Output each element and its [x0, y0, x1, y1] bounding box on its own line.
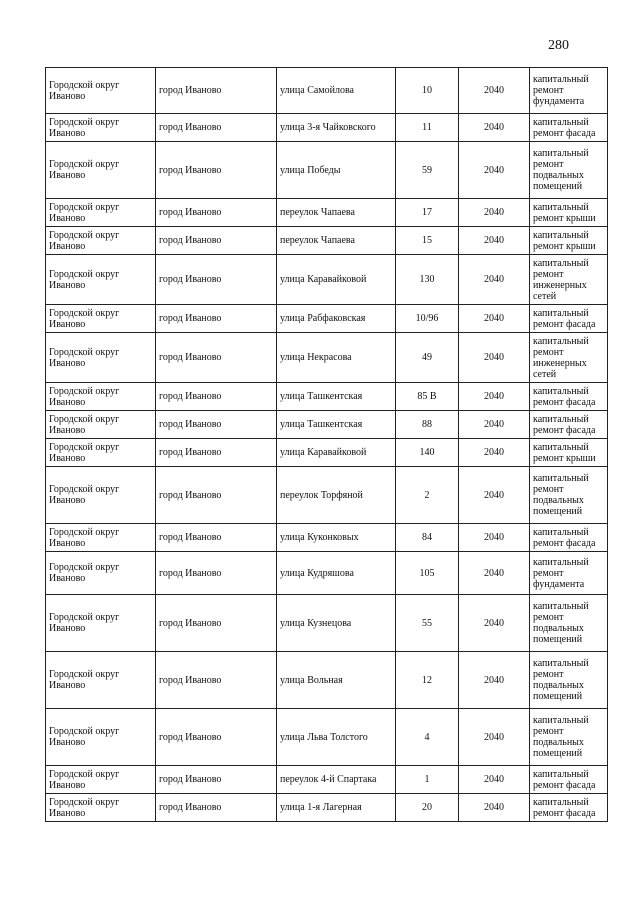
municipality-cell: Городской округ Иваново [46, 68, 156, 114]
table-row [46, 411, 608, 439]
street-cell: улица Ташкентская [277, 383, 396, 411]
page-number: 280 [548, 38, 569, 53]
table-row [46, 652, 608, 709]
street-cell: улица Кудряшова [277, 552, 396, 595]
work-type-cell: капитальный ремонт фасада [530, 305, 608, 333]
table-row [46, 552, 608, 595]
municipality-cell: Городской округ Иваново [46, 383, 156, 411]
municipality-cell: Городской округ Иваново [46, 652, 156, 709]
table-row [46, 114, 608, 142]
work-type-cell: капитальный ремонт фасада [530, 524, 608, 552]
year-cell: 2040 [459, 68, 530, 114]
table-row [46, 227, 608, 255]
city-cell: город Иваново [156, 595, 277, 652]
street-cell: улица Вольная [277, 652, 396, 709]
municipality-cell: Городской округ Иваново [46, 552, 156, 595]
house-cell: 85 В [396, 383, 459, 411]
city-cell: город Иваново [156, 794, 277, 822]
year-cell: 2040 [459, 411, 530, 439]
housing-repair-table [45, 67, 608, 822]
table-row [46, 709, 608, 766]
house-cell: 17 [396, 199, 459, 227]
street-cell: переулок 4-й Спартака [277, 766, 396, 794]
year-cell: 2040 [459, 255, 530, 305]
municipality-cell: Городской округ Иваново [46, 766, 156, 794]
city-cell: город Иваново [156, 552, 277, 595]
city-cell: город Иваново [156, 142, 277, 199]
work-type-cell: капитальный ремонт фасада [530, 794, 608, 822]
year-cell: 2040 [459, 227, 530, 255]
city-cell: город Иваново [156, 333, 277, 383]
street-cell: улица Льва Толстого [277, 709, 396, 766]
street-cell: переулок Чапаева [277, 227, 396, 255]
street-cell: улица Рабфаковская [277, 305, 396, 333]
work-type-cell: капитальный ремонт подвальных помещений [530, 652, 608, 709]
municipality-cell: Городской округ Иваново [46, 794, 156, 822]
table-row [46, 524, 608, 552]
house-cell: 15 [396, 227, 459, 255]
house-cell: 55 [396, 595, 459, 652]
city-cell: город Иваново [156, 383, 277, 411]
house-cell: 2 [396, 467, 459, 524]
table-row [46, 68, 608, 114]
year-cell: 2040 [459, 794, 530, 822]
work-type-cell: капитальный ремонт фасада [530, 114, 608, 142]
city-cell: город Иваново [156, 524, 277, 552]
work-type-cell: капитальный ремонт крыши [530, 439, 608, 467]
year-cell: 2040 [459, 709, 530, 766]
city-cell: город Иваново [156, 411, 277, 439]
municipality-cell: Городской округ Иваново [46, 411, 156, 439]
city-cell: город Иваново [156, 652, 277, 709]
house-cell: 130 [396, 255, 459, 305]
house-cell: 105 [396, 552, 459, 595]
table-row [46, 142, 608, 199]
house-cell: 140 [396, 439, 459, 467]
city-cell: город Иваново [156, 68, 277, 114]
work-type-cell: капитальный ремонт фасада [530, 411, 608, 439]
municipality-cell: Городской округ Иваново [46, 467, 156, 524]
city-cell: город Иваново [156, 709, 277, 766]
street-cell: переулок Торфяной [277, 467, 396, 524]
work-type-cell: капитальный ремонт крыши [530, 199, 608, 227]
municipality-cell: Городской округ Иваново [46, 595, 156, 652]
work-type-cell: капитальный ремонт фундамента [530, 552, 608, 595]
street-cell: переулок Чапаева [277, 199, 396, 227]
year-cell: 2040 [459, 305, 530, 333]
work-type-cell: капитальный ремонт подвальных помещений [530, 142, 608, 199]
table-row [46, 199, 608, 227]
table-row [46, 305, 608, 333]
street-cell: улица Ташкентская [277, 411, 396, 439]
house-cell: 84 [396, 524, 459, 552]
house-cell: 20 [396, 794, 459, 822]
house-cell: 4 [396, 709, 459, 766]
work-type-cell: капитальный ремонт инженерных сетей [530, 333, 608, 383]
municipality-cell: Городской округ Иваново [46, 439, 156, 467]
municipality-cell: Городской округ Иваново [46, 709, 156, 766]
table-row [46, 467, 608, 524]
year-cell: 2040 [459, 652, 530, 709]
table-row [46, 333, 608, 383]
year-cell: 2040 [459, 383, 530, 411]
city-cell: город Иваново [156, 114, 277, 142]
house-cell: 10 [396, 68, 459, 114]
table-row [46, 766, 608, 794]
house-cell: 1 [396, 766, 459, 794]
city-cell: город Иваново [156, 305, 277, 333]
street-cell: улица Кузнецова [277, 595, 396, 652]
table-row [46, 794, 608, 822]
house-cell: 88 [396, 411, 459, 439]
house-cell: 59 [396, 142, 459, 199]
year-cell: 2040 [459, 142, 530, 199]
year-cell: 2040 [459, 552, 530, 595]
year-cell: 2040 [459, 199, 530, 227]
work-type-cell: капитальный ремонт фасада [530, 766, 608, 794]
municipality-cell: Городской округ Иваново [46, 333, 156, 383]
house-cell: 11 [396, 114, 459, 142]
street-cell: улица 1-я Лагерная [277, 794, 396, 822]
city-cell: город Иваново [156, 766, 277, 794]
city-cell: город Иваново [156, 467, 277, 524]
year-cell: 2040 [459, 766, 530, 794]
year-cell: 2040 [459, 524, 530, 552]
year-cell: 2040 [459, 439, 530, 467]
house-cell: 12 [396, 652, 459, 709]
street-cell: улица Победы [277, 142, 396, 199]
municipality-cell: Городской округ Иваново [46, 255, 156, 305]
street-cell: улица Некрасова [277, 333, 396, 383]
city-cell: город Иваново [156, 439, 277, 467]
work-type-cell: капитальный ремонт инженерных сетей [530, 255, 608, 305]
table-row [46, 383, 608, 411]
municipality-cell: Городской округ Иваново [46, 142, 156, 199]
city-cell: город Иваново [156, 255, 277, 305]
street-cell: улица Куконковых [277, 524, 396, 552]
house-cell: 49 [396, 333, 459, 383]
city-cell: город Иваново [156, 227, 277, 255]
table-row [46, 439, 608, 467]
year-cell: 2040 [459, 467, 530, 524]
city-cell: город Иваново [156, 199, 277, 227]
municipality-cell: Городской округ Иваново [46, 227, 156, 255]
work-type-cell: капитальный ремонт фасада [530, 383, 608, 411]
street-cell: улица Каравайковой [277, 255, 396, 305]
year-cell: 2040 [459, 114, 530, 142]
work-type-cell: капитальный ремонт крыши [530, 227, 608, 255]
municipality-cell: Городской округ Иваново [46, 305, 156, 333]
house-cell: 10/96 [396, 305, 459, 333]
year-cell: 2040 [459, 595, 530, 652]
street-cell: улица 3-я Чайковского [277, 114, 396, 142]
municipality-cell: Городской округ Иваново [46, 114, 156, 142]
municipality-cell: Городской округ Иваново [46, 524, 156, 552]
work-type-cell: капитальный ремонт фундамента [530, 68, 608, 114]
municipality-cell: Городской округ Иваново [46, 199, 156, 227]
table-row [46, 255, 608, 305]
street-cell: улица Самойлова [277, 68, 396, 114]
table-row [46, 595, 608, 652]
work-type-cell: капитальный ремонт подвальных помещений [530, 595, 608, 652]
street-cell: улица Каравайковой [277, 439, 396, 467]
work-type-cell: капитальный ремонт подвальных помещений [530, 709, 608, 766]
year-cell: 2040 [459, 333, 530, 383]
work-type-cell: капитальный ремонт подвальных помещений [530, 467, 608, 524]
